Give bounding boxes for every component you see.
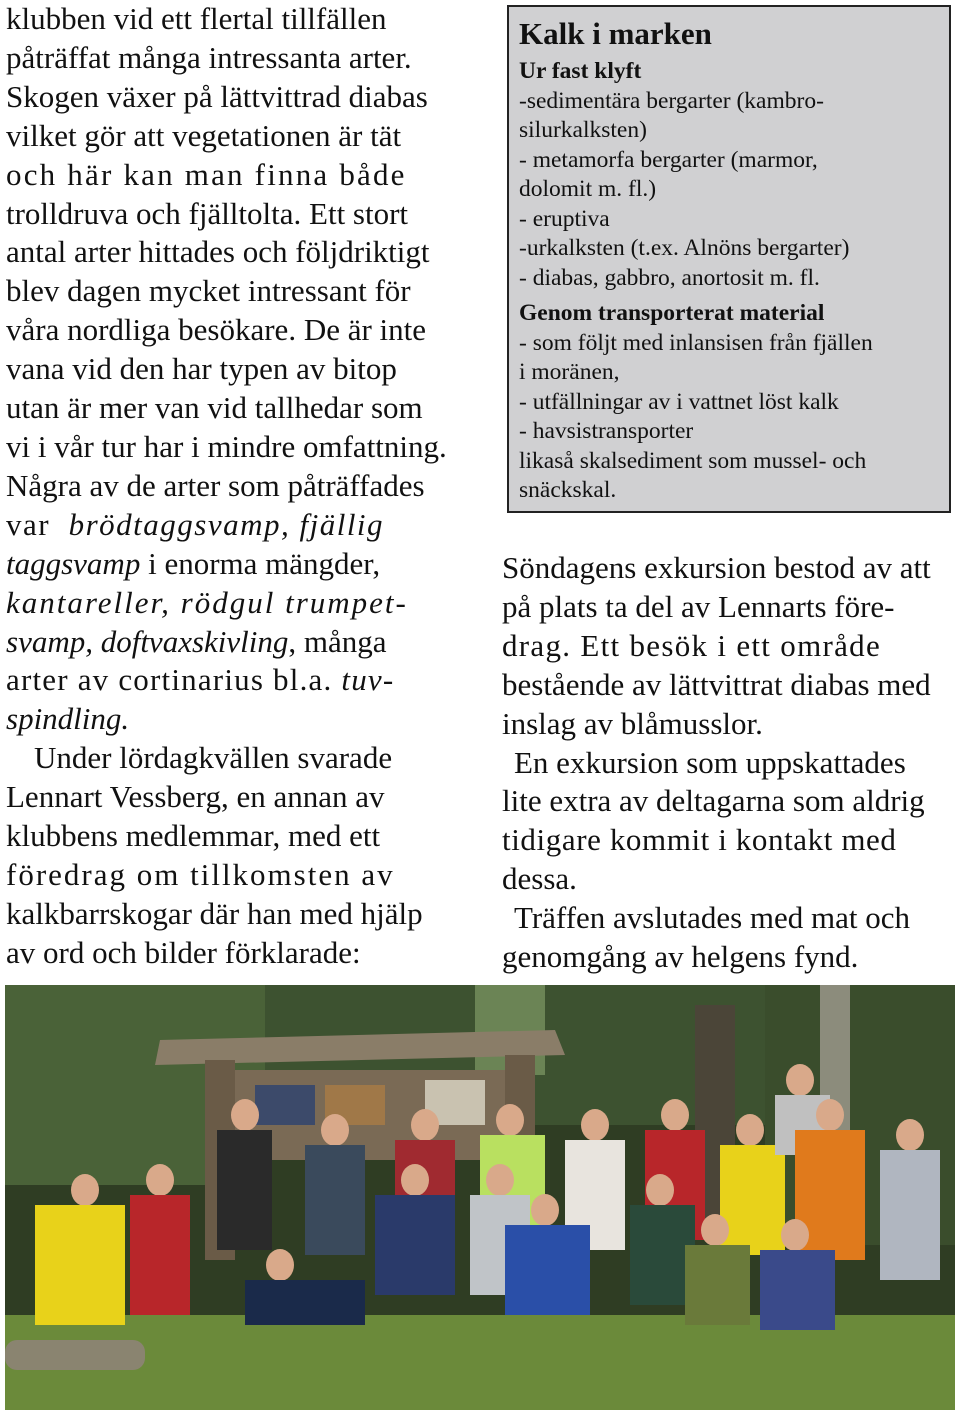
right-line: bestående av lättvittrat diabas med — [502, 666, 931, 702]
left-line-text: var — [6, 506, 51, 542]
left-line: kalkbarrskogar där han med hjälp — [6, 895, 423, 931]
info-line: - eruptiva — [519, 205, 610, 232]
left-line-text: arter av cortinarius bl.a. — [6, 662, 333, 698]
left-line: föredrag om tillkomsten av — [6, 856, 395, 892]
left-line: vi i vår tur har i mindre omfattning. — [6, 428, 447, 464]
right-text-column — [502, 549, 956, 977]
info-line: - metamorfa bergarter (marmor, — [519, 146, 818, 173]
species-name: svamp, doftvaxskivling — [6, 623, 289, 659]
info-section-heading: Ur fast klyft — [519, 58, 642, 84]
info-line: - utfällningar av i vattnet löst kalk — [519, 388, 839, 415]
left-line — [6, 584, 462, 623]
info-line: - som följt med inlansisen från fjällen — [519, 329, 873, 356]
species-name: taggsvamp — [6, 545, 141, 581]
right-line: lite extra av deltagarna som aldrig — [502, 783, 925, 819]
right-line: dessa. — [502, 861, 577, 897]
species-name: tuv- — [341, 662, 395, 698]
info-line: silurkalksten) — [519, 117, 647, 143]
info-section-heading: Genom transporterat material — [519, 300, 825, 326]
right-line: inslag av blåmusslor. — [502, 705, 763, 741]
left-line: Några av de arter som påträffades — [6, 467, 425, 503]
info-line: likaså skalsediment som mussel- och — [519, 447, 867, 474]
info-box-kalk — [507, 5, 951, 513]
left-line: våra nordliga besökare. De är inte — [6, 312, 427, 348]
left-line: trolldruva och fjälltolta. Ett stort — [6, 195, 409, 231]
left-line-text: i enorma mängder, — [148, 545, 381, 581]
info-line: -sedimentära bergarter (kambro- — [519, 87, 824, 114]
left-line: klubbens medlemmar, med ett — [6, 818, 381, 854]
left-line: blev dagen mycket intressant för — [6, 273, 411, 309]
left-line: klubben vid ett flertal tillfällen — [6, 1, 387, 36]
left-line — [6, 661, 462, 700]
info-line: - diabas, gabbro, anortosit m. fl. — [519, 264, 820, 291]
left-line — [6, 739, 462, 778]
right-line-text: En exkursion som uppskattades — [514, 744, 906, 780]
info-line: dolomit m. fl.) — [519, 176, 657, 202]
left-line-text: , många — [288, 623, 387, 659]
left-line: antal arter hittades och följdriktigt — [6, 234, 430, 270]
group-photo-illustration — [5, 985, 955, 1410]
species-name: brödtaggsvamp, fjällig — [68, 506, 385, 542]
group-photo — [5, 985, 955, 1410]
left-line: av ord och bilder förklarade: — [6, 934, 361, 970]
right-line: drag. Ett besök i ett område — [502, 627, 882, 663]
info-line: - havsistransporter — [519, 418, 694, 444]
left-line: och här kan man finna både — [6, 156, 407, 192]
left-line — [6, 545, 462, 584]
right-line — [502, 744, 956, 783]
left-line: utan är mer van vid tallhedar som — [6, 390, 423, 426]
left-line: vilket gör att vegetationen är tät — [6, 117, 402, 153]
left-line: vana vid den har typen av bitop — [6, 351, 397, 387]
right-line: Söndagens exkursion bestod av att — [502, 550, 931, 585]
left-line — [6, 700, 462, 739]
right-line: tidigare kommit i kontakt med — [502, 822, 897, 858]
right-line: på plats ta del av Lennarts före- — [502, 588, 895, 624]
right-line — [502, 899, 956, 938]
right-line: genomgång av helgens fynd. — [502, 939, 859, 975]
info-box-title: Kalk i marken — [519, 16, 712, 51]
left-text-column — [6, 0, 462, 973]
left-line: påträffat många intressanta arter. — [6, 39, 412, 75]
info-line: -urkalksten (t.ex. Alnöns bergarter) — [519, 235, 850, 261]
info-line: i moränen, — [519, 359, 620, 385]
left-line — [6, 506, 462, 545]
left-line: Skogen växer på lättvittrad diabas — [6, 78, 428, 114]
left-line-text: Under lördagkvällen svarade — [34, 740, 393, 776]
info-line: snäckskal. — [519, 477, 617, 503]
species-name: kantareller, rödgul trumpet- — [6, 584, 408, 620]
right-line-text: Träffen avslutades med mat och — [514, 900, 911, 936]
left-line — [6, 623, 462, 662]
species-name: spindling. — [6, 701, 130, 737]
left-line: Lennart Vessberg, en annan av — [6, 779, 385, 815]
